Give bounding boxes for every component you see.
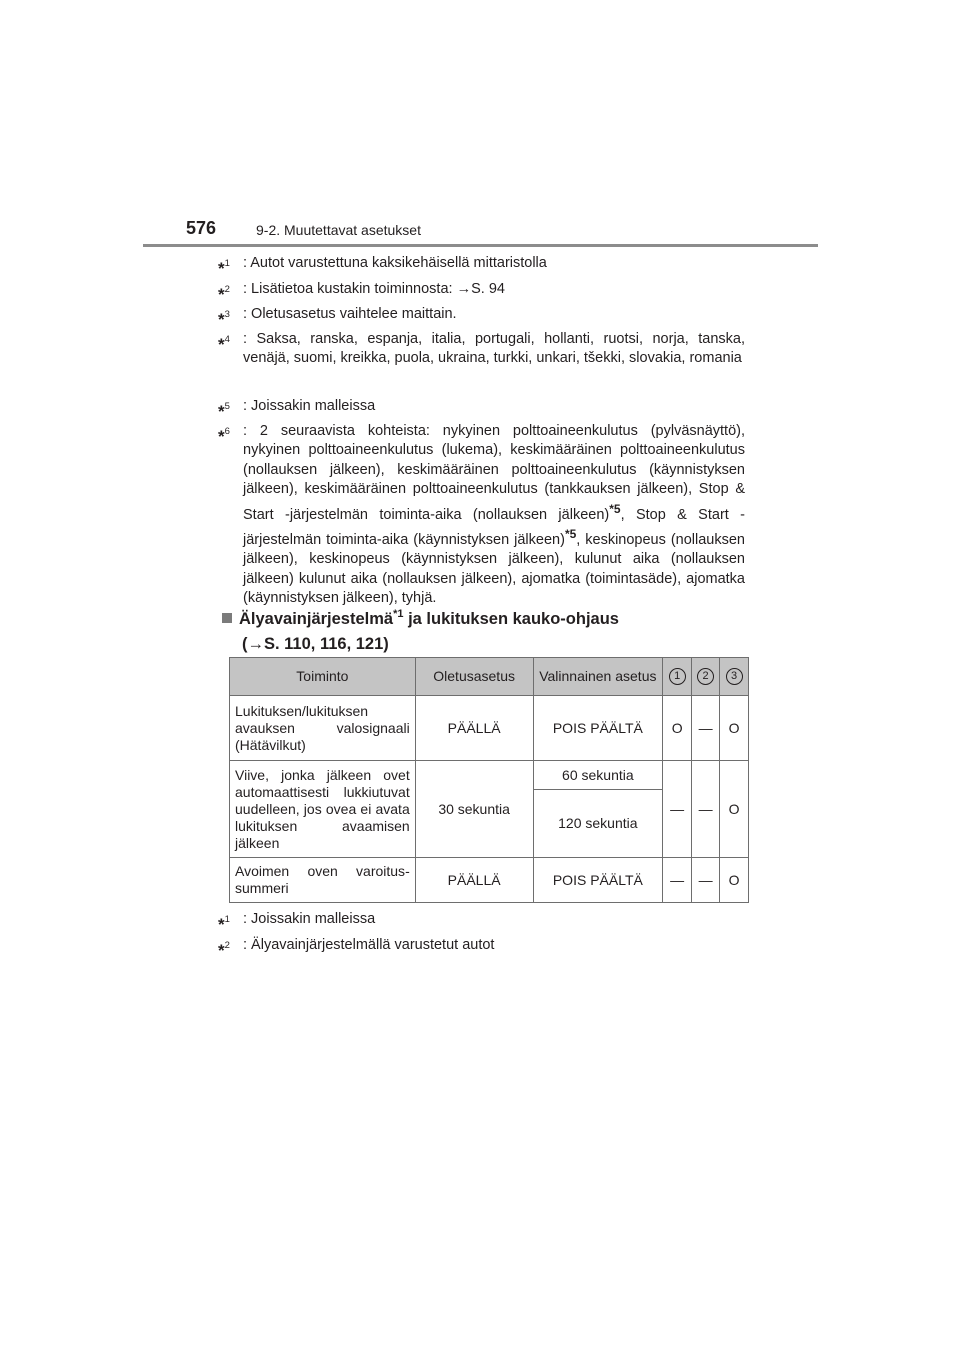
footnote-number: 1 <box>224 914 230 925</box>
heading-footnote-ref: *1 <box>393 608 404 620</box>
footnote-text: : Autot varustettuna kaksikehäisellä mittaristolla <box>243 255 547 271</box>
footnote-3 <box>218 305 745 329</box>
table-row <box>230 696 749 761</box>
cell-c3: O <box>720 858 749 903</box>
footnote-number: 2 <box>224 284 230 295</box>
footnote-mark: *$^2$ <box>218 284 230 304</box>
cell-function: Avoimen oven varoitussummeri <box>230 858 416 903</box>
heading-text: Älyavainjärjestelmä <box>239 610 394 628</box>
circled-3-icon: 3 <box>726 668 743 685</box>
section-title: 9-2. Muutettavat asetukset <box>256 222 421 238</box>
footnote-2 <box>218 280 745 304</box>
footnote-text: : Joissakin malleissa <box>243 911 376 927</box>
circled-2-icon: 2 <box>697 668 714 685</box>
footnote-mark: *$^1$ <box>218 258 230 278</box>
cell-function: Lukituksen/lukituksen avauksen valosignaali (Hätävilkut) <box>230 696 416 761</box>
header-divider <box>143 244 818 247</box>
table-footnote-1 <box>218 910 745 934</box>
header-col-3 <box>720 658 749 696</box>
header-col-2 <box>692 658 720 696</box>
footnote-mark: *$^2$ <box>218 940 230 960</box>
cell-c2: — <box>692 761 720 858</box>
footnote-number: 1 <box>224 258 230 269</box>
header-optional: Valinnainen asetus <box>533 658 663 696</box>
cell-default: PÄÄLLÄ <box>415 696 533 761</box>
footnote-text-part: , keskinopeus (nollauksen jälkeen), keskinopeus (käynnistyksen jälkeen), kulunut aika (nollauksen jälkeen) kulunut aika (nollauksen jälkeen), ajomatka (toimintasäde), ajomatka (käynnistyksen jälkeen), tyhjä. <box>243 532 745 607</box>
cell-c1: — <box>663 858 692 903</box>
heading-page-refs: (→S. 110, 116, 121) <box>242 635 389 653</box>
table-footnote-2 <box>218 936 745 960</box>
footnote-mark: *$^5$ <box>218 401 230 421</box>
table-row <box>230 858 749 903</box>
footnote-ref: *5 <box>609 501 621 516</box>
cell-optional-1: 60 sekuntia <box>533 761 663 790</box>
page-number: 576 <box>186 218 217 238</box>
footnote-number: 6 <box>224 426 230 437</box>
footnote-mark: *$^4$ <box>218 334 230 354</box>
header-col-1 <box>663 658 692 696</box>
cell-optional: POIS PÄÄLTÄ <box>533 858 663 903</box>
footnote-1 <box>218 254 745 278</box>
footnote-number: 3 <box>224 309 230 320</box>
footnote-number: 5 <box>224 401 230 412</box>
cell-default: PÄÄLLÄ <box>415 858 533 903</box>
header-default: Oletusasetus <box>415 658 533 696</box>
footnote-number: 4 <box>224 334 230 345</box>
footnote-5 <box>218 397 745 421</box>
header-function: Toiminto <box>230 658 416 696</box>
cell-c3: O <box>720 696 749 761</box>
footnote-text: : Älyavainjärjestelmällä varustetut autot <box>243 937 495 953</box>
table-row <box>230 761 749 790</box>
footnote-text-part: , Stop & Start -järjestelmän toiminta-aika (käynnistyksen jälkeen) <box>243 506 745 549</box>
cell-optional-2: 120 sekuntia <box>533 790 663 858</box>
footnote-6 <box>218 422 745 609</box>
footnote-text: : Saksa, ranska, espanja, italia, portugali, hollanti, ruotsi, norja, tanska, venäjä, suomi, kreikka, puola, ukraina, turkki, unkari, tšekki, slovakia, romania <box>243 331 745 367</box>
settings-table <box>229 657 749 903</box>
footnote-text: : Joissakin malleissa <box>243 398 376 414</box>
heading-square-icon <box>222 613 232 623</box>
cell-function: Viive, jonka jälkeen ovet automaattisesti lukkiutuvat uudelleen, jos ovea ei avata lukituksen avaamisen jälkeen <box>230 761 416 858</box>
cell-c1: O <box>663 696 692 761</box>
footnote-text <box>243 422 745 609</box>
heading-text-cont: ja lukituksen kauko-ohjaus <box>403 610 619 628</box>
cell-c2: — <box>692 858 720 903</box>
footnote-4 <box>218 330 745 369</box>
footnote-mark: *$^3$ <box>218 309 230 329</box>
table-header-row <box>230 658 749 696</box>
cell-c3: O <box>720 761 749 858</box>
cell-optional: POIS PÄÄLTÄ <box>533 696 663 761</box>
cell-c2: — <box>692 696 720 761</box>
circled-1-icon: 1 <box>669 668 686 685</box>
section-heading <box>222 602 619 657</box>
footnote-text-part: : 2 seuraavista kohteista: nykyinen polttoaineenkulutus (pylväsnäyttö), nykyinen polttoaineenkulutus (lukema), keskimääräinen polttoaineenkulutus (nollauksen jälkeen), keskimääräinen polttoaineenkulutus (käynnistyksen jälkeen), keskimääräinen polttoaineenkulutus (tankkauksen jälkeen), Stop & Start -järjestelmän toiminta-aika (nollauksen jälkeen) <box>243 423 745 523</box>
footnote-ref: *5 <box>564 527 577 542</box>
footnote-mark: *$^6$ <box>218 426 230 446</box>
footnote-text: : Oletusasetus vaihtelee maittain. <box>243 306 457 322</box>
cell-default: 30 sekuntia <box>415 761 533 858</box>
footnote-text: : Lisätietoa kustakin toiminnosta: →S. 94 <box>243 281 505 297</box>
footnote-number: 2 <box>224 940 230 951</box>
footnote-mark: *$^1$ <box>218 914 230 934</box>
cell-c1: — <box>663 761 692 858</box>
